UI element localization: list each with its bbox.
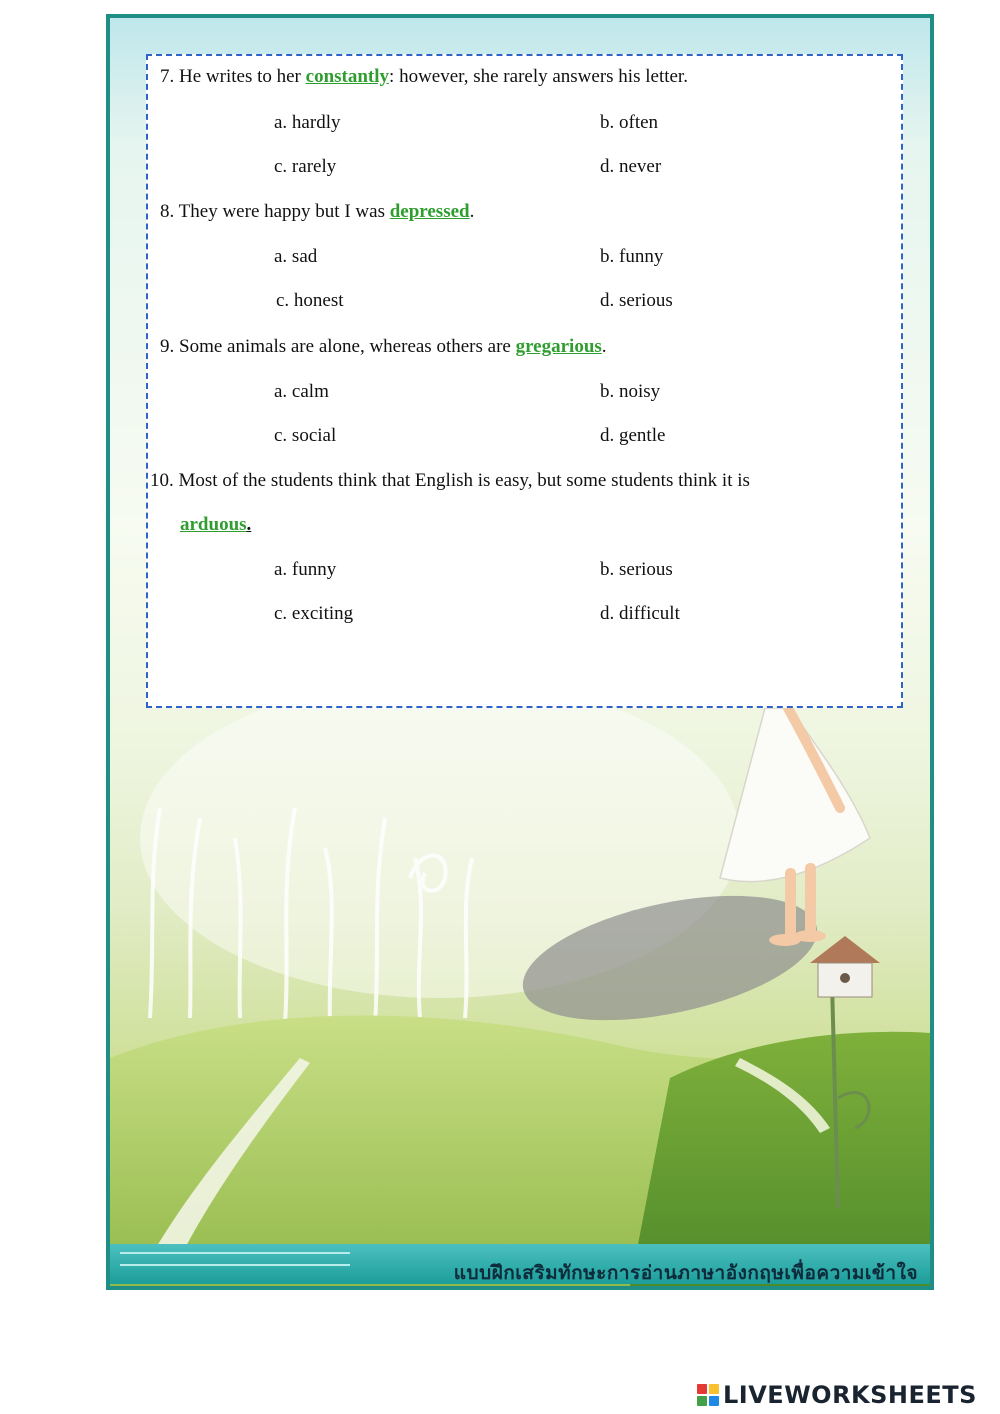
question-number: 10. — [150, 470, 174, 491]
option-7a[interactable]: a. hardly — [274, 112, 341, 133]
option-8c[interactable]: c. honest — [276, 290, 344, 311]
logo-square-green — [697, 1396, 707, 1406]
question-number: 9. — [160, 336, 175, 357]
keyword: constantly — [305, 66, 390, 87]
option-7d[interactable]: d. never — [600, 156, 662, 177]
option-9b[interactable]: b. noisy — [600, 381, 661, 402]
question-10-continued — [180, 514, 251, 536]
worksheet-page — [106, 14, 934, 1290]
keyword: arduous — [180, 514, 247, 535]
question-number: 7. — [160, 66, 175, 87]
option-10b[interactable]: b. serious — [600, 559, 673, 580]
option-8a[interactable]: a. sad — [274, 246, 318, 267]
footer-title: แบบฝึกเสริมทักษะการอ่านภาษาอังกฤษเพื่อความเข้าใจ — [453, 1262, 918, 1284]
option-9c[interactable]: c. social — [274, 425, 337, 446]
option-9a[interactable]: a. calm — [274, 381, 329, 402]
quiz-box — [146, 54, 903, 708]
option-10d[interactable]: d. difficult — [600, 603, 680, 624]
option-9d[interactable]: d. gentle — [600, 425, 666, 446]
question-8 — [160, 201, 474, 223]
question-text-end: . — [469, 201, 475, 222]
question-text-end: . — [601, 336, 607, 357]
question-text: They were happy but I was — [178, 201, 390, 222]
keyword: gregarious — [515, 336, 602, 357]
option-7c[interactable]: c. rarely — [274, 156, 337, 177]
option-10c[interactable]: c. exciting — [274, 603, 354, 624]
question-7 — [160, 66, 688, 88]
option-7b[interactable]: b. often — [600, 112, 659, 133]
option-8b[interactable]: b. funny — [600, 246, 664, 267]
logo-square-yellow — [709, 1384, 719, 1394]
question-9 — [160, 336, 607, 358]
question-text: He writes to her — [179, 66, 306, 87]
keyword: depressed — [389, 201, 470, 222]
question-text-end: : however, she rarely answers his letter. — [389, 66, 688, 87]
question-number: 8. — [160, 201, 175, 222]
liveworksheets-brand[interactable] — [697, 1380, 977, 1410]
logo-square-blue — [709, 1396, 719, 1406]
question-10 — [150, 470, 750, 492]
question-text-end: . — [246, 514, 252, 535]
question-text: Some animals are alone, whereas others are — [179, 336, 516, 357]
option-8d[interactable]: d. serious — [600, 290, 673, 311]
question-text: Most of the students think that English is easy, but some students think it is — [178, 470, 750, 491]
brand-name: LIVEWORKSHEETS — [723, 1381, 977, 1409]
logo-square-red — [697, 1384, 707, 1394]
option-10a[interactable]: a. funny — [274, 559, 337, 580]
liveworksheets-logo-icon — [697, 1384, 719, 1406]
